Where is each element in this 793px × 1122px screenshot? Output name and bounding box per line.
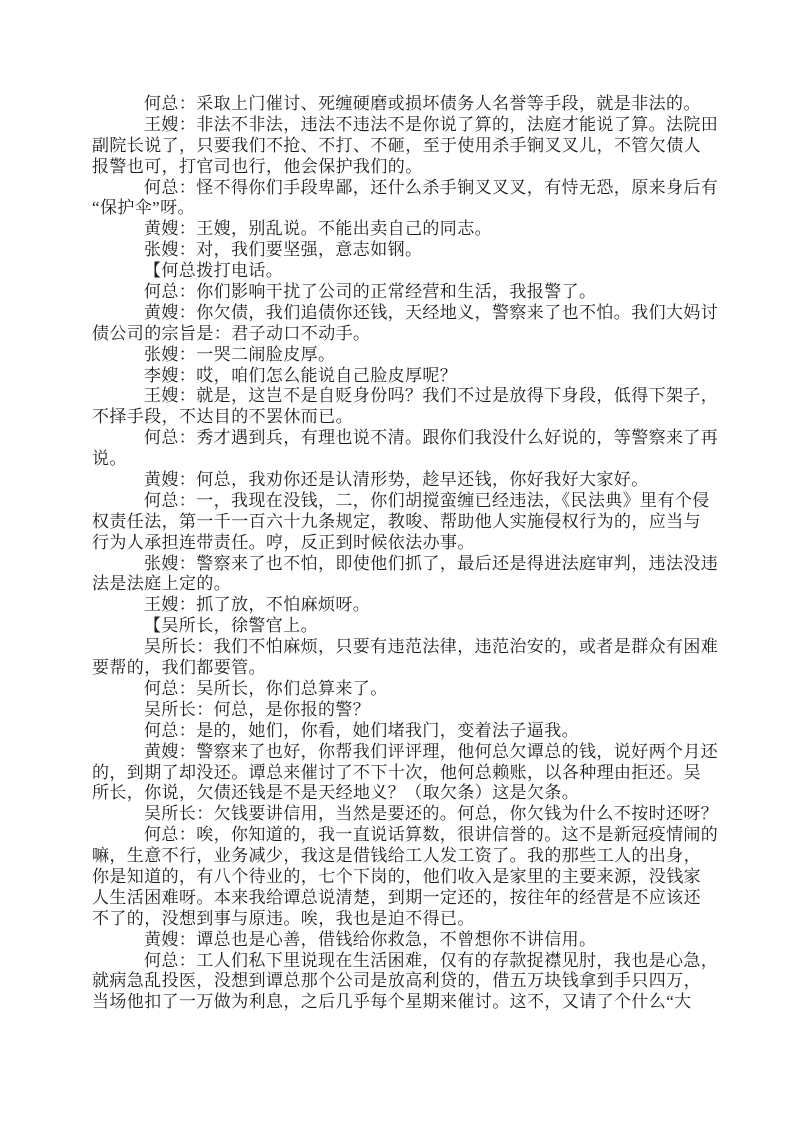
script-line: 就病急乱投医，没想到谭总那个公司是放高利贷的，借五万块钱拿到手只四万，: [92, 971, 701, 991]
script-line: 不择手段，不达目的不罢休而已。: [92, 407, 353, 427]
script-line: 张嫂：警察来了也不怕，即使他们抓了，最后还是得进法庭审判，违法没违: [144, 553, 719, 573]
script-line: 你是知道的，有八个待业的，七个下岗的，他们收入是家里的主要来源，没钱家: [92, 866, 701, 886]
script-line: 何总：唉，你知道的，我一直说话算数，很讲信誉的。这不是新冠疫情闹的: [144, 825, 719, 845]
script-line: 何总：怪不得你们手段卑鄙，还什么杀手锏叉叉叉，有恃无恐，原来身后有: [144, 177, 719, 197]
script-line: 吴所长：我们不怕麻烦，只要有违范法律，违范治安的，或者是群众有困难: [144, 637, 719, 657]
script-line: 何总：秀才遇到兵，有理也说不清。跟你们我没什么好说的，等警察来了再: [144, 428, 719, 448]
script-line: 嘛，生意不行，业务减少，我这是借钱给工人发工资了。我的那些工人的出身，: [92, 846, 701, 866]
script-line: 何总：你们影响干扰了公司的正常经营和生活，我报警了。: [144, 282, 597, 302]
script-line: 法是法庭上定的。: [92, 574, 232, 594]
script-line: 所长，你说，欠债还钱是不是天经地义？（取欠条）这是欠条。: [92, 783, 580, 803]
script-line: 吴所长：何总，是你报的警？: [144, 699, 371, 719]
script-line: 副院长说了，只要我们不抢、不打、不砸，至于使用杀手锏叉叉儿，不管欠债人: [92, 135, 701, 155]
script-line: 【吴所长，徐警官上。: [144, 616, 318, 636]
script-line: “保护伞”呀。: [92, 198, 195, 218]
script-line: 黄嫂：何总，我劝你还是认清形势，趁早还钱，你好我好大家好。: [144, 470, 649, 490]
script-line: 不了的，没想到事与原违。唉，我也是迫不得已。: [92, 908, 475, 928]
script-line: 报警也可，打官司也行，他会保护我们的。: [92, 156, 423, 176]
script-line: 黄嫂：你欠债，我们追债你还钱，天经地义，警察来了也不怕。我们大妈讨: [144, 302, 719, 322]
script-line: 债公司的宗旨是：君子动口不动手。: [92, 323, 371, 343]
script-line: 行为人承担连带责任。哼，反正到时候依法办事。: [92, 532, 475, 552]
script-line: 王嫂：非法不非法，违法不违法不是你说了算的，法庭才能说了算。法院田: [144, 114, 719, 134]
script-line: 当场他扣了一万做为利息，之后几乎每个星期来催讨。这不，又请了个什么“大: [92, 992, 692, 1012]
script-line: 吴所长：欠钱要讲信用，当然是要还的。何总，你欠钱为什么不按时还呀？: [144, 804, 719, 824]
script-line: 黄嫂：谭总也是心善，借钱给你救急，不曾想你不讲信用。: [144, 929, 597, 949]
script-line: 要帮的，我们都要管。: [92, 658, 266, 678]
script-text-block: [92, 94, 719, 1013]
script-line: 黄嫂：警察来了也好，你帮我们评评理，他何总欠谭总的钱，说好两个月还: [144, 741, 719, 761]
script-line: 何总：吴所长，你们总算来了。: [144, 678, 388, 698]
script-line: 张嫂：一哭二闹脸皮厚。: [144, 344, 336, 364]
script-line: 何总：采取上门催讨、死缠硬磨或损坏债务人名誉等手段，就是非法的。: [144, 94, 701, 113]
script-line: 张嫂：对，我们要坚强，意志如钢。: [144, 240, 423, 260]
script-line: 何总：一，我现在没钱，二，你们胡搅蛮缠已经违法，《民法典》里有个侵: [144, 490, 710, 510]
script-line: 人生活困难呀。本来我给谭总说清楚，到期一定还的，按往年的经营是不应该还: [92, 887, 701, 907]
script-line: 的，到期了却没还。谭总来催讨了不下十次，他何总赖账，以各种理由拒还。吴: [92, 762, 701, 782]
script-line: 黄嫂：王嫂，别乱说。不能出卖自己的同志。: [144, 219, 492, 239]
script-line: 王嫂：就是，这岂不是自贬身份吗？我们不过是放得下身段，低得下架子，: [144, 386, 719, 406]
script-line: 李嫂：哎，咱们怎么能说自己脸皮厚呢？: [144, 365, 458, 385]
script-line: 何总：工人们私下里说现在生活困难，仅有的存款捉襟见肘，我也是心急，: [144, 950, 719, 970]
script-line: 【何总拨打电话。: [144, 261, 284, 281]
script-line: 王嫂：抓了放，不怕麻烦呀。: [144, 595, 371, 615]
script-line: 权责任法，第一千一百六十九条规定，教唆、帮助他人实施侵权行为的，应当与: [92, 511, 701, 531]
script-line: 何总：是的，她们，你看，她们堵我门，变着法子逼我。: [144, 720, 579, 740]
script-line: 说。: [92, 449, 127, 469]
